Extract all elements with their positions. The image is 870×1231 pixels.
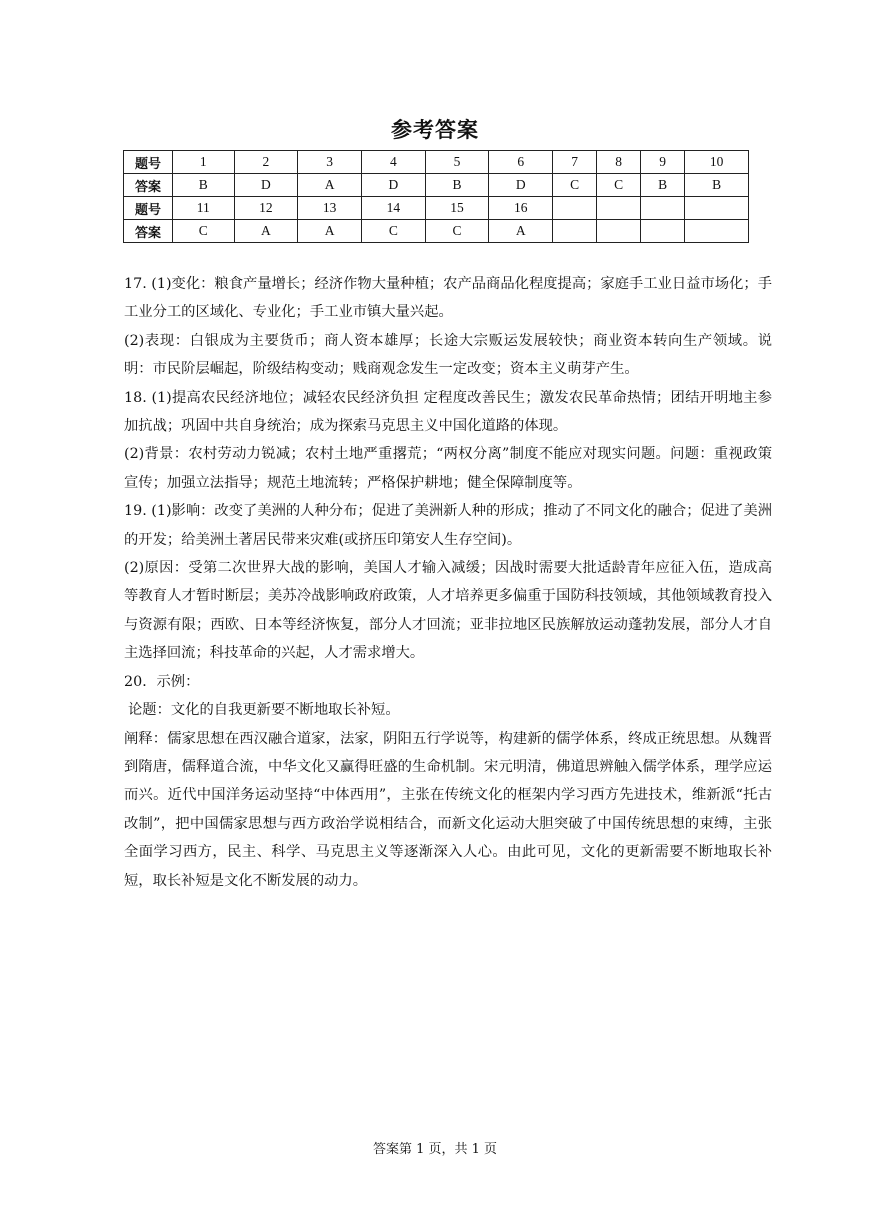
table-cell	[685, 197, 749, 220]
table-row	[124, 197, 749, 220]
table-cell	[641, 220, 685, 243]
table-row	[124, 174, 749, 197]
paragraph-q20-explanation: 阐释：儒家思想在西汉融合道家，法家，阴阳五行学说等，构建新的儒学体系，终成正统思想。从魏晋到隋唐，儒释道合流，中华文化又赢得旺盛的生命机制。宋元明清，佛道思辨触入儒学体系，理学应运而兴。近代中国洋务运动坚持“中体西用”，主张在传统文化的框架内学习西方先进技术，维新派“托古改制”，把中国儒家思想与西方政治学说相结合，而新文化运动大胆突破了中国传统思想的束缚，主张全面学习西方，民主、科学、马克思主义等逐渐深入人心。由此可见，文化的更新需要不断地取长补短，取长补短是文化不断发展的动力。	[124, 730, 772, 889]
table-cell: C	[361, 220, 425, 243]
paragraph-q18-2: (2)背景：农村劳动力锐减；农村土地严重撂荒；“两权分离”制度不能应对现实问题。问题：重视政策宣传；加强立法指导；规范土地流转；严格保护耕地；健全保障制度等。	[124, 446, 772, 491]
table-cell: D	[489, 174, 553, 197]
table-cell: C	[425, 220, 489, 243]
table-cell: 3	[298, 151, 362, 174]
table-cell: A	[234, 220, 298, 243]
table-cell: 7	[553, 151, 597, 174]
paragraph-q17-2: (2)表现：白银成为主要货币；商人资本雄厚；长途大宗贩运发展较快；商业资本转向生产领域。说明：市民阶层崛起，阶级结构变动；贱商观念发生一定改变；资本主义萌芽产生。	[124, 332, 772, 378]
table-cell	[553, 197, 597, 220]
table-cell: 6	[489, 151, 553, 174]
paragraph-q19-1: 19. (1)影响：改变了美洲的人种分布；促进了美洲新人种的形成；推动了不同文化的融合；促进了美洲的开发；给美洲土著居民带来灾难(或挤压印第安人生存空间)。	[124, 503, 772, 548]
table-cell	[597, 220, 641, 243]
table-row	[124, 151, 749, 174]
table-cell: D	[361, 174, 425, 197]
table-cell: B	[641, 174, 685, 197]
table-row	[124, 220, 749, 243]
row-label: 题号	[124, 197, 173, 220]
table-cell: B	[425, 174, 489, 197]
row-label: 题号	[124, 151, 173, 174]
table-cell: 8	[597, 151, 641, 174]
table-cell: A	[298, 174, 362, 197]
paragraph-q18-1: 18. (1)提高农民经济地位；减轻农民经济负担 定程度改善民生；激发农民革命热情；团结开明地主参加抗战；巩固中共自身统治；成为探索马克思主义中国化道路的体现。	[124, 389, 772, 435]
table-cell: 4	[361, 151, 425, 174]
table-cell	[553, 220, 597, 243]
row-label: 答案	[124, 174, 173, 197]
table-cell: A	[489, 220, 553, 243]
paragraph-q20-heading: 20．示例：	[124, 673, 200, 690]
table-cell: 13	[298, 197, 362, 220]
table-cell: 2	[234, 151, 298, 174]
table-cell	[641, 197, 685, 220]
row-label: 答案	[124, 220, 173, 243]
table-cell: D	[234, 174, 298, 197]
table-cell: C	[597, 174, 641, 197]
table-cell: C	[553, 174, 597, 197]
page-title: 参考答案	[391, 117, 479, 142]
table-cell: 5	[425, 151, 489, 174]
table-cell: 15	[425, 197, 489, 220]
table-cell: 9	[641, 151, 685, 174]
answer-content	[124, 270, 772, 895]
table-cell: 10	[685, 151, 749, 174]
table-cell: 14	[361, 197, 425, 220]
table-cell: B	[685, 174, 749, 197]
paragraph-q19-2: (2)原因：受第二次世界大战的影响，美国人才输入减缓；因战时需要大批适龄青年应征入伍，造成高等教育人才暂时断层；美苏冷战影响政府政策，人才培养更多偏重于国防科技领域，其他领域教育投入与资源有限；西欧、日本等经济恢复，部分人才回流；亚非拉地区民族解放运动蓬勃发展，部分人才自主选择回流；科技革命的兴起，人才需求增大。	[124, 560, 772, 662]
table-cell: 11	[173, 197, 235, 220]
table-cell: 16	[489, 197, 553, 220]
page-footer: 答案第 1 页，共 1 页	[372, 1142, 498, 1157]
table-cell: 1	[173, 151, 235, 174]
answer-table	[123, 150, 749, 243]
table-cell: B	[173, 174, 235, 197]
paragraph-q20-thesis: 论题：文化的自我更新要不断地取长补短。	[128, 702, 400, 719]
table-cell	[597, 197, 641, 220]
table-cell	[685, 220, 749, 243]
paragraph-q17-1: 17. (1)变化：粮食产量增长；经济作物大量种植；农产品商品化程度提高；家庭手工业日益市场化；手工业分工的区域化、专业化；手工业市镇大量兴起。	[124, 276, 772, 321]
table-cell: C	[173, 220, 235, 243]
table-cell: 12	[234, 197, 298, 220]
table-cell: A	[298, 220, 362, 243]
